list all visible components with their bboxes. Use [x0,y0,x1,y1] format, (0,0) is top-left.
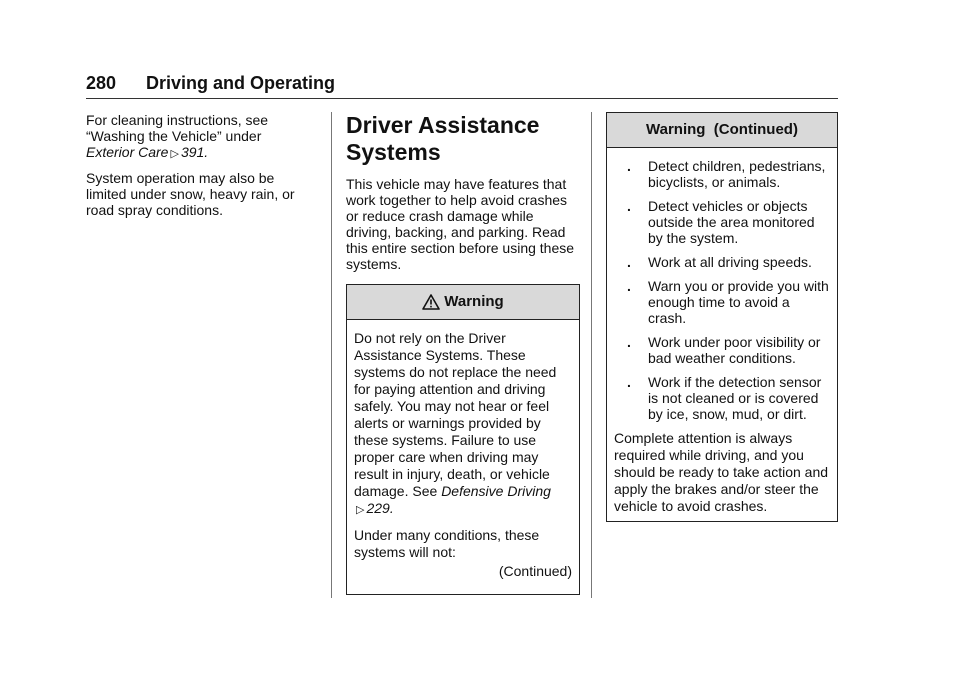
list-item: . Detect children, pedestrians, bicyclists, or animals. [627,158,826,190]
page-ref-391[interactable]: 391 [180,144,205,160]
warning-triangle-icon [422,294,440,310]
column-divider [331,112,332,598]
list-item: . Detect vehicles or objects outside the area monitored by the system. [627,198,815,246]
list-item: . Work at all driving speeds. [627,254,812,270]
warning-bullet-list [614,158,830,422]
page-ref-229[interactable]: 229 [366,500,390,516]
warning-box-header [347,285,579,320]
exterior-care-link[interactable]: Exterior Care [86,144,169,160]
warning-box [346,284,580,595]
page-ref-arrow-icon: ▷ [170,148,179,160]
warning-title: Warning [444,293,504,310]
warning-box-body [347,320,579,594]
column-left [86,112,311,226]
limitation-paragraph: System operation may also be limited under snow, heavy rain, or road spray conditions. [86,170,295,218]
conditions-paragraph: Under many conditions, these systems will not: [354,527,540,560]
section-heading: Driver Assistance Systems [346,112,540,165]
page-number: 280 [86,73,117,93]
list-item: . Work if the detection sensor is not cleaned or is covered by ice, snow, mud, or dirt. [627,374,822,422]
list-item: . Work under poor visibility or bad weather conditions. [627,334,821,366]
continued-label: (Continued) [498,563,572,579]
column-middle [346,112,580,595]
page-header [86,70,838,99]
column-right [606,112,838,522]
warning-continued-box [606,112,838,522]
section-title: Driving and Operating [146,73,336,93]
cleaning-paragraph: For cleaning instructions, see “Washing the Vehicle” under Exterior Care ▷ 391. [86,112,269,160]
warning-paragraph: Do not rely on the Driver Assistance Systems. These systems do not replace the need for paying attention and driving safely. You may not hear or feel alerts or warnings provided by these systems. Failure to use proper care when driving may result in injury, death, or vehicle damage. See Defensive Driving ▷ 229. [354,330,557,516]
closing-paragraph: Complete attention is always required while driving, and you should be ready to take action and apply the brakes and/or steer the vehicle to avoid crashes. [614,430,829,514]
page-ref-arrow-icon: ▷ [356,504,365,516]
intro-paragraph: This vehicle may have features that work together to help avoid crashes or reduce crash damage while driving, backing, and parking. Read this entire section before using these systems. [346,176,575,272]
column-divider [591,112,592,598]
list-item: . Warn you or provide you with enough time to avoid a crash. [627,278,829,326]
warning-continued-header: Warning (Continued) [607,113,837,148]
warning-continued-body [607,148,837,521]
defensive-driving-link[interactable]: Defensive Driving [441,483,551,499]
